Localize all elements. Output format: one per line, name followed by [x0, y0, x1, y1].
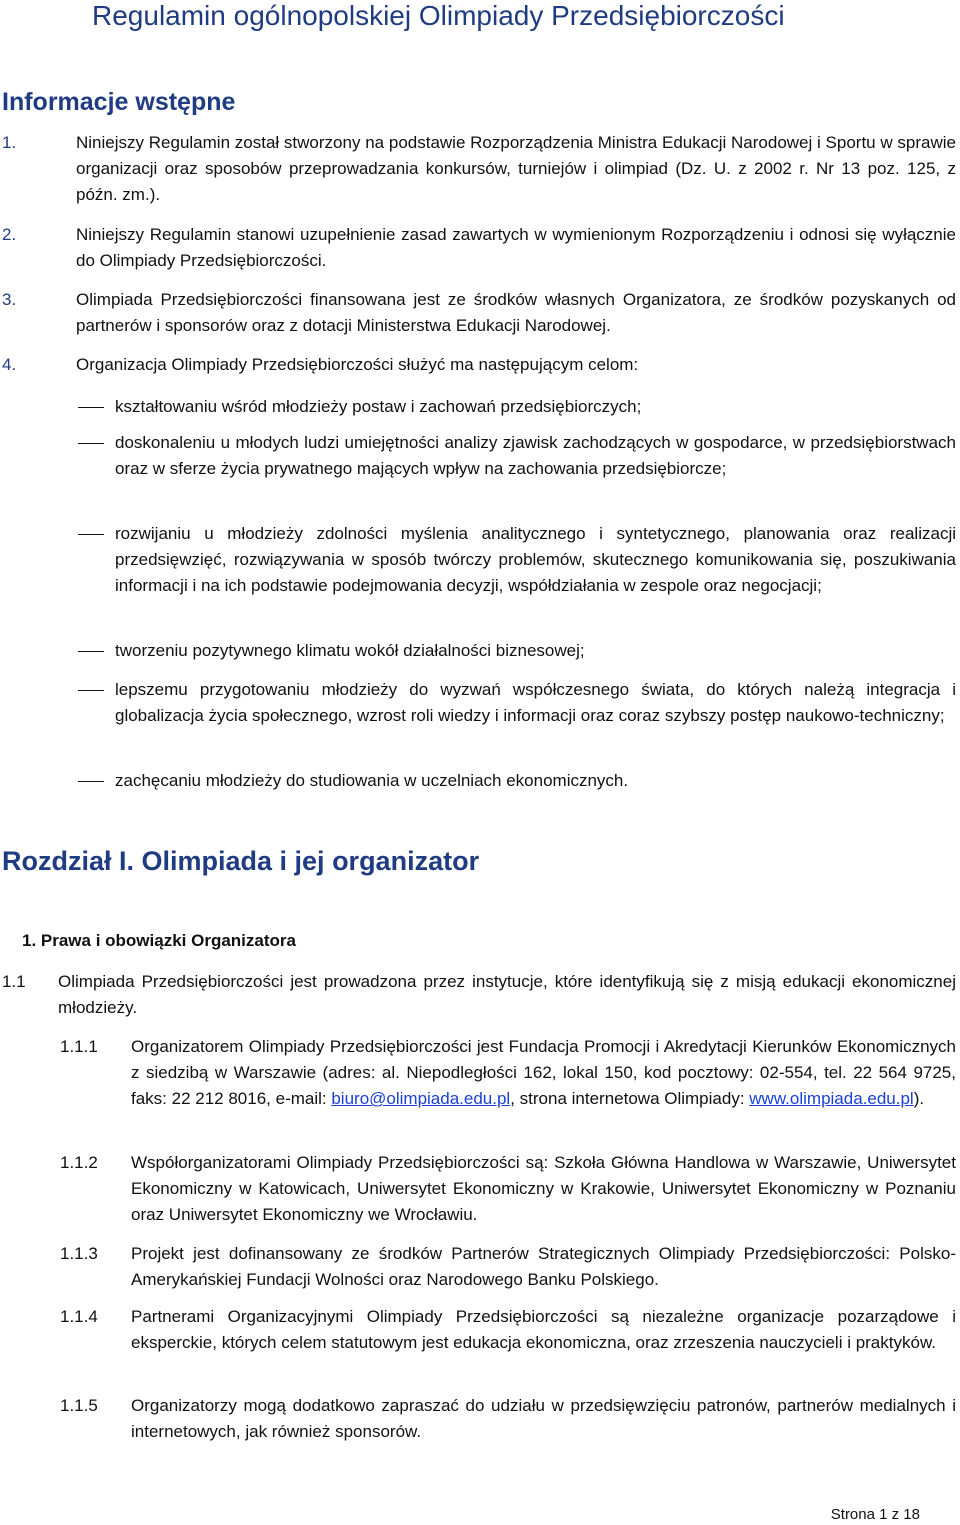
dash-bullet-icon	[78, 534, 104, 535]
goal-text: lepszemu przygotowaniu młodzieży do wyzwań współczesnego świata, do których należą integracja i globalizacja życia społecznego, wzrost roli wiedzy i informacji oraz coraz szybszy postęp naukowo-techniczny;	[115, 680, 956, 725]
item-number: 3.	[2, 290, 17, 309]
dash-bullet-icon	[78, 407, 104, 408]
section-heading-organizer: 1. Prawa i obowiązki Organizatora	[22, 931, 296, 950]
dash-bullet-icon	[78, 443, 104, 444]
section-heading-intro: Informacje wstępne	[2, 88, 236, 116]
item-1-1-4	[60, 1304, 956, 1356]
page-number: Strona 1 z 18	[830, 1506, 920, 1523]
item-1-1-1	[60, 1034, 956, 1112]
goal-text: kształtowaniu wśród młodzieży postaw i zachowań przedsiębiorczych;	[115, 397, 642, 416]
page-title: Regulamin ogólnopolskiej Olimpiady Przedsiębiorczości	[92, 0, 785, 31]
goal-text: zachęcaniu młodzieży do studiowania w uczelniach ekonomicznych.	[115, 771, 629, 790]
item-text: Organizatorzy mogą dodatkowo zapraszać do udziału w przedsięwzięciu patronów, partnerów medialnych i internetowych, jak również sponsorów.	[131, 1396, 956, 1441]
item-number: 1.1.1	[60, 1037, 98, 1056]
item-text-part: Organizatorem Olimpiady Przedsiębiorczości jest Fundacja Promocji i Akredytacji Kierunków Ekonomicznych z siedzibą w Warszawie (adres: al. Niepodległości 162, lokal 150, kod pocztowy: 02-554, tel. 22 564 9725, faks: 22 212 8016, e-mail:	[131, 1037, 956, 1108]
item-text: Niniejszy Regulamin został stworzony na podstawie Rozporządzenia Ministra Edukacji Narodowej i Sportu w sprawie organizacji oraz sposobów przeprowadzania konkursów, turniejów i olimpiad (Dz. U. z 2002 r. Nr 13 poz. 125, z późn. zm.).	[76, 133, 956, 204]
goal-item	[78, 394, 956, 420]
item-number: 1.1	[2, 972, 26, 991]
intro-item-3	[2, 287, 956, 339]
item-1-1	[2, 969, 956, 1021]
goal-item	[78, 430, 956, 482]
item-number: 1.1.4	[60, 1307, 98, 1326]
item-number: 4.	[2, 355, 17, 374]
goal-item	[78, 677, 956, 729]
intro-item-2	[2, 222, 956, 274]
item-1-1-2	[60, 1150, 956, 1228]
item-number: 1.1.5	[60, 1396, 98, 1415]
dash-bullet-icon	[78, 781, 104, 782]
goal-item	[78, 521, 956, 599]
item-number: 2.	[2, 225, 17, 244]
item-text: Projekt jest dofinansowany ze środków Partnerów Strategicznych Olimpiady Przedsiębiorczości: Polsko-Amerykańskiej Fundacji Wolności oraz Narodowego Banku Polskiego.	[131, 1244, 956, 1289]
item-text: Współorganizatorami Olimpiady Przedsiębiorczości są: Szkoła Główna Handlowa w Warszawie, Uniwersytet Ekonomiczny w Katowicach, Uniwersytet Ekonomiczny w Krakowie, Uniwersytet Ekonomiczny w Poznaniu oraz Uniwersytet Ekonomiczny we Wrocławiu.	[131, 1153, 956, 1224]
item-text	[131, 1034, 956, 1112]
goal-text: tworzeniu pozytywnego klimatu wokół działalności biznesowej;	[115, 641, 585, 660]
chapter-heading: Rozdział I. Olimpiada i jej organizator	[2, 846, 480, 876]
item-number: 1.	[2, 133, 17, 152]
email-link[interactable]: biuro@olimpiada.edu.pl	[331, 1089, 511, 1108]
dash-bullet-icon	[78, 690, 104, 691]
item-text: Partnerami Organizacyjnymi Olimpiady Przedsiębiorczości są niezależne organizacje pozarządowe i eksperckie, których celem statutowym jest edukacja ekonomiczna, oraz zrzeszenia nauczycieli i praktyków.	[131, 1307, 956, 1352]
website-link[interactable]: www.olimpiada.edu.pl	[749, 1089, 914, 1108]
intro-item-1	[2, 130, 956, 208]
goal-item	[78, 768, 956, 794]
goal-item	[78, 638, 956, 664]
item-1-1-5	[60, 1393, 956, 1445]
item-text-part: , strona internetowa Olimpiady:	[510, 1089, 750, 1108]
item-number: 1.1.2	[60, 1153, 98, 1172]
goal-text: doskonaleniu u młodych ludzi umiejętności analizy zjawisk zachodzących w gospodarce, w przedsiębiorstwach oraz w sferze życia prywatnego mających wpływ na zachowania przedsiębiorcze;	[115, 433, 956, 478]
item-1-1-3	[60, 1241, 956, 1293]
item-number: 1.1.3	[60, 1244, 98, 1263]
item-text: Niniejszy Regulamin stanowi uzupełnienie zasad zawartych w wymienionym Rozporządzeniu i odnosi się wyłącznie do Olimpiady Przedsiębiorczości.	[76, 225, 956, 270]
item-text: Olimpiada Przedsiębiorczości finansowana jest ze środków własnych Organizatora, ze środków pozyskanych od partnerów i sponsorów oraz z dotacji Ministerstwa Edukacji Narodowej.	[76, 290, 956, 335]
item-text: Organizacja Olimpiady Przedsiębiorczości służyć ma następującym celom:	[76, 355, 639, 374]
dash-bullet-icon	[78, 651, 104, 652]
item-text-part: ).	[913, 1089, 925, 1108]
goal-text: rozwijaniu u młodzieży zdolności myślenia analitycznego i syntetycznego, planowania oraz realizacji przedsięwzięć, rozwiązywania w sposób twórczy problemów, skutecznego komunikowania się, poszukiwania informacji i na ich podstawie podejmowania decyzji, współdziałania w zespole oraz negocjacji;	[115, 524, 956, 595]
intro-item-4	[2, 352, 956, 378]
item-text: Olimpiada Przedsiębiorczości jest prowadzona przez instytucje, które identyfikują się z misją edukacji ekonomicznej młodzieży.	[58, 972, 956, 1017]
